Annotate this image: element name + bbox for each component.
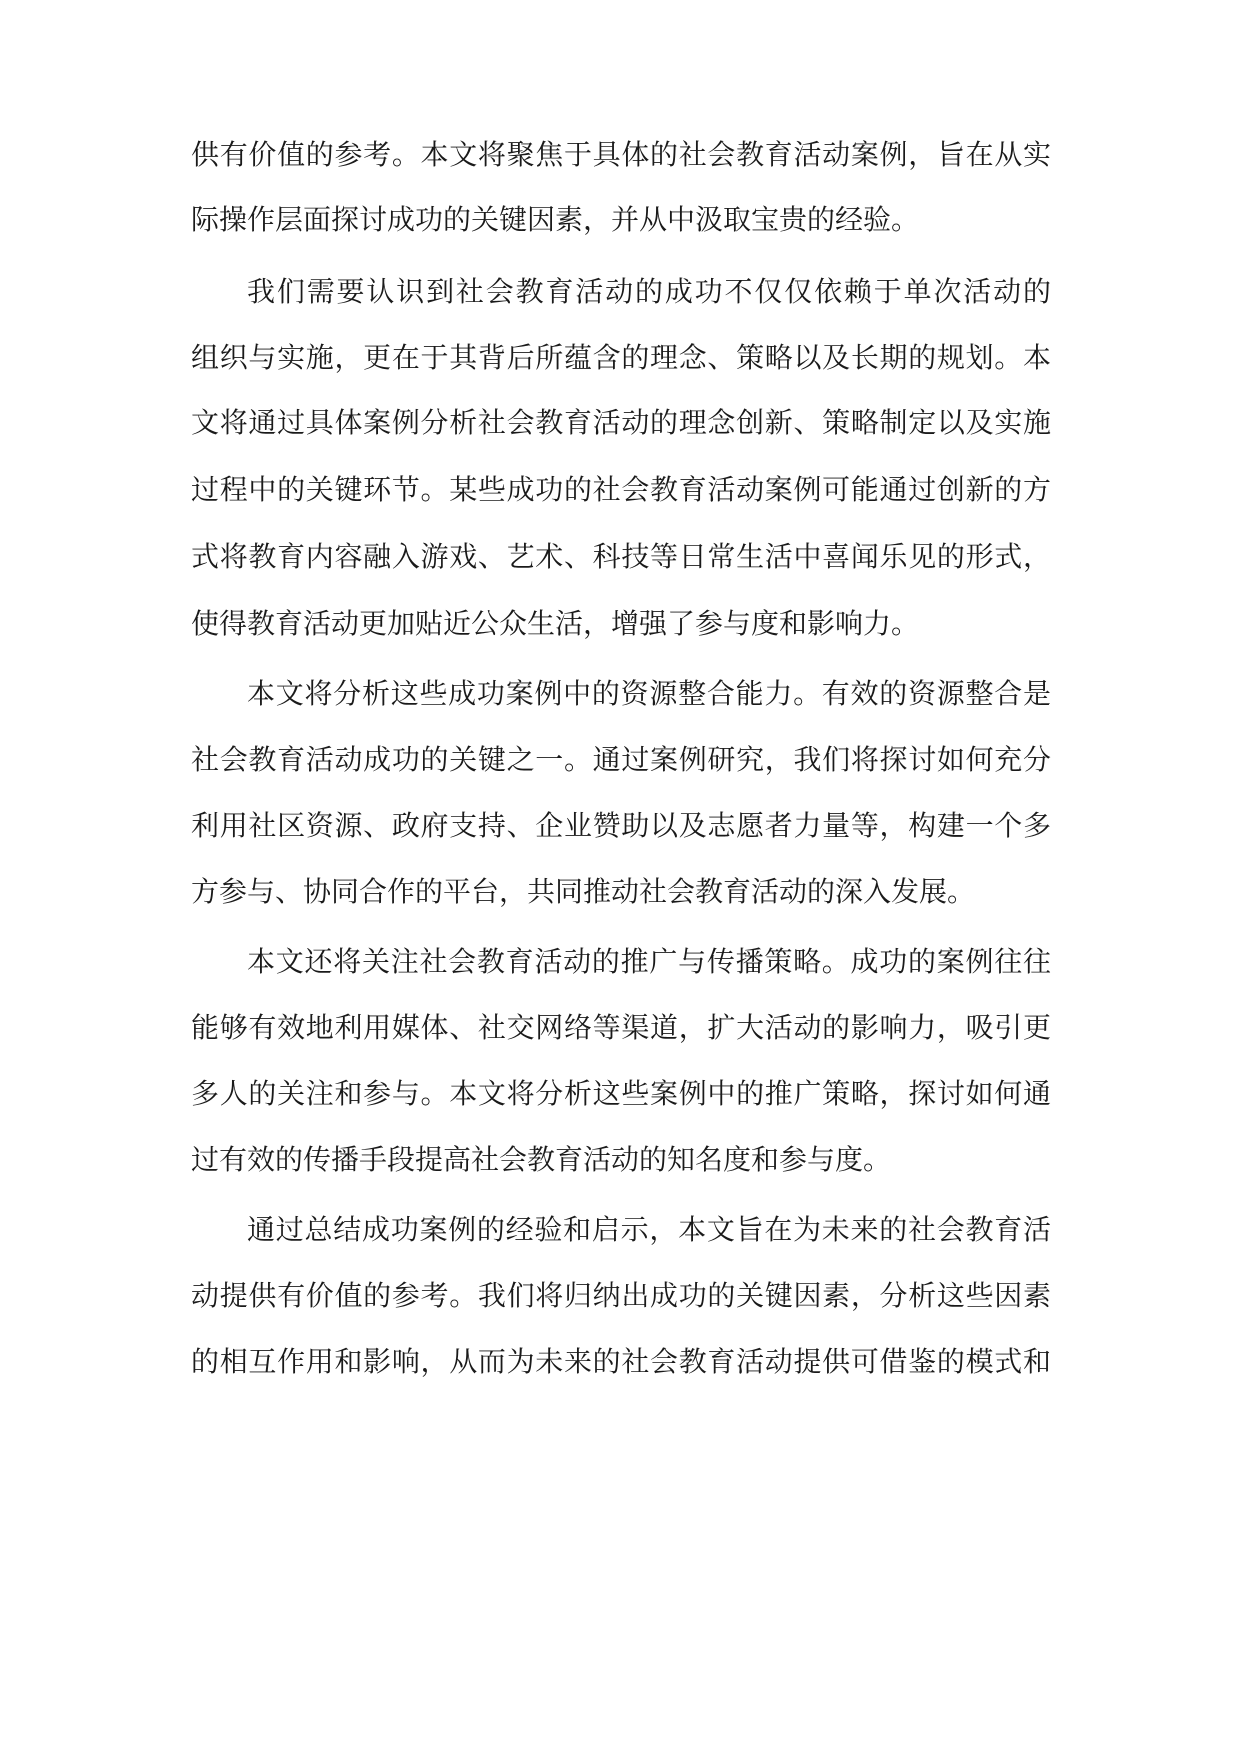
text-line: 过程中的关键环节。某些成功的社会教育活动案例可能通过创新的方 <box>191 473 1051 506</box>
text-line: 使得教育活动更加贴近公众生活，增强了参与度和影响力。 <box>191 607 920 640</box>
text-line: 过有效的传播手段提高社会教育活动的知名度和参与度。 <box>191 1143 892 1176</box>
text-line: 利用社区资源、政府支持、企业赞助以及志愿者力量等，构建一个多 <box>191 809 1051 842</box>
text-line: 文将通过具体案例分析社会教育活动的理念创新、策略制定以及实施 <box>191 406 1051 439</box>
paragraph-first-line: 我们需要认识到社会教育活动的成功不仅仅依赖于单次活动的 <box>247 275 1051 308</box>
paragraph-first-line: 本文还将关注社会教育活动的推广与传播策略。成功的案例往往 <box>247 945 1051 978</box>
text-line: 的相互作用和影响，从而为未来的社会教育活动提供可借鉴的模式和 <box>191 1345 1051 1378</box>
text-line: 多人的关注和参与。本文将分析这些案例中的推广策略，探讨如何通 <box>191 1077 1051 1110</box>
text-line: 供有价值的参考。本文将聚焦于具体的社会教育活动案例，旨在从实 <box>191 138 1051 171</box>
text-line: 式将教育内容融入游戏、艺术、科技等日常生活中喜闻乐见的形式， <box>191 540 1051 573</box>
text-line: 方参与、协同合作的平台，共同推动社会教育活动的深入发展。 <box>191 875 976 908</box>
text-line: 际操作层面探讨成功的关键因素，并从中汲取宝贵的经验。 <box>191 203 920 236</box>
paragraph-first-line: 通过总结成功案例的经验和启示，本文旨在为未来的社会教育活 <box>247 1213 1051 1246</box>
paragraph-first-line: 本文将分析这些成功案例中的资源整合能力。有效的资源整合是 <box>247 677 1051 710</box>
text-line: 动提供有价值的参考。我们将归纳出成功的关键因素，分析这些因素 <box>191 1279 1051 1312</box>
text-line: 社会教育活动成功的关键之一。通过案例研究，我们将探讨如何充分 <box>191 743 1051 776</box>
text-line: 组织与实施，更在于其背后所蕴含的理念、策略以及长期的规划。本 <box>191 341 1051 374</box>
text-line: 能够有效地利用媒体、社交网络等渠道，扩大活动的影响力，吸引更 <box>191 1011 1051 1044</box>
